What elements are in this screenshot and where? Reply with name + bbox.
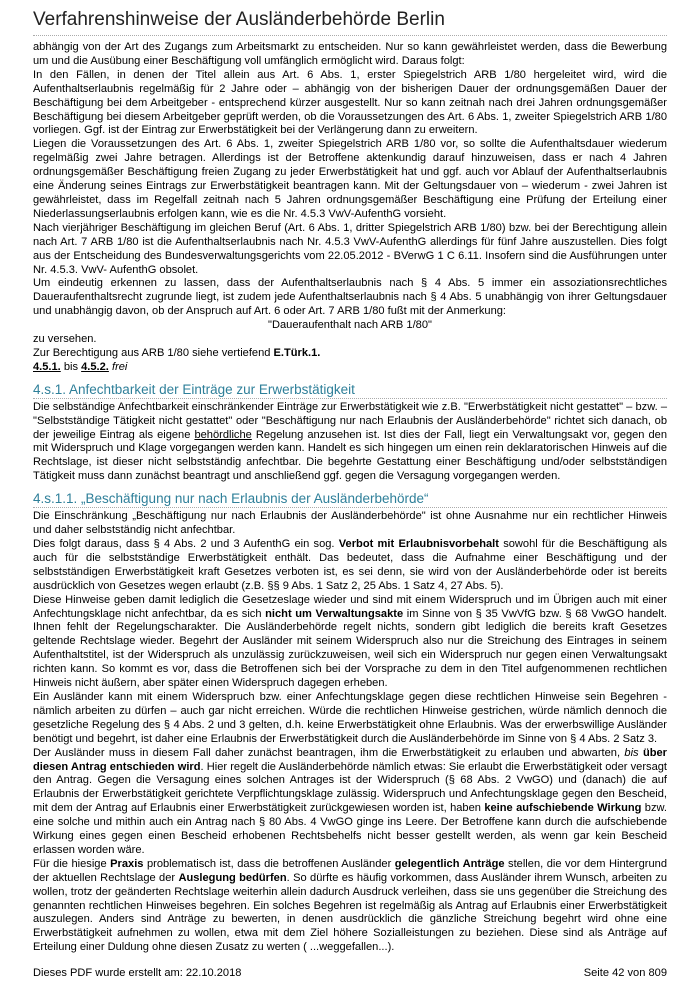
document-body	[33, 41, 667, 955]
paragraph: Der Ausländer muss in diesem Fall daher zunächst beantragen, ihm die Erwerbstätigkeit zu erlauben und abwarten, bis über diesen Antrag entschieden wird. Hier regelt die Ausländerbehörde nämlich etwas: Sie erlaubt die Erwerbstätigkeit oder versagt den Antrag. Gegen die Versagung eines solchen Antrages ist der Widerspruch (§ 68 Abs. 2 VwGO) und (danach) die auf Erlaubnis der Erwerbstätigkeit gerichtete Verpflichtungsklage zulässig. Widerspruch und Anfechtungsklage gegen den Bescheid, mit dem der Antrag auf Erlaubnis einer Erwerbstätigkeit zurückgewiesen worden ist, haben keine aufschiebende Wirkung bzw. eine solche und mithin auch ein Antrag nach § 80 Abs. 4 VwGO ginge ins Leere. Der Betroffene kann durch die aufschiebende Wirkung eines gegen einen Bescheid erhobenen Rechtsbehelfs nicht besser gestellt werden, als wenn gar kein Bescheid erlassen worden wäre.	[33, 746, 668, 856]
section-heading: 4.s.1. Anfechtbarkeit der Einträge zur Erwerbstätigkeit	[33, 381, 355, 397]
reference-line: Zur Berechtigung aus ARB 1/80 siehe vertiefend E.Türk.1.	[33, 346, 321, 359]
paragraph: Ein Ausländer kann mit einem Widerspruch bzw. einer Anfechtungsklage gegen diese rechtlichen Hinweise sein Begehren - nämlich arbeiten zu dürfen – auch gar nicht erreichen. Würde die rechtlichen Hinweise gestrichen, würde nämlich dennoch die gesetzliche Regelung des § 4 Abs. 2 und 3 gelten, d.h. keine Erwerbstätigkeit ohne Erlaubnis. Was der erwerbswillige Ausländer benötigt und begehrt, ist daher eine Erlaubnis der Erwerbstätigkeit durch die Ausländerbehörde im Sinne von § 4 Abs. 2 Satz 3.	[33, 690, 667, 745]
paragraph: Die selbständige Anfechtbarkeit einschränkender Einträge zur Erwerbstätigkeit wie z.B. "Erwerbstätigkeit nicht gestattet" – bzw. – "Selbstständige Tätigkeit nicht gestattet" oder "Beschäftigung nur nach Erlaubnis der Ausländerbehörde" richtet sich danach, ob der jeweilige Eintrag als eigene behördliche Regelung anzusehen ist. Ist dies der Fall, liegt ein Verwaltungsakt vor, gegen den mit Widerspruch und Klage vorgegangen werden kann. Handelt es sich hingegen um einen rein deklaratorischen Hinweis auf die Rechtslage, ist dieser nicht selbstständig anfechtbar. Die begehrte Gestattung einer Beschäftigung und/oder selbstständigen Tätigkeit muss dann zunächst beantragt und anschließend ggf. gegen die Versagung vorgegangen werden.	[33, 400, 667, 483]
link-4-5-2[interactable]: 4.5.2.	[81, 360, 109, 373]
footer-created-date: Dieses PDF wurde erstellt am: 22.10.2018	[33, 967, 242, 979]
section-divider	[33, 398, 667, 399]
section-divider	[33, 507, 667, 508]
footer-page-number: Seite 42 von 809	[583, 967, 667, 979]
page-title: Verfahrenshinweise der Ausländerbehörde Berlin	[33, 9, 445, 30]
paragraph: abhängig von der Art des Zugangs zum Arbeitsmarkt zu entscheiden. Nur so kann gewährleistet werden, dass die Bewerbung um und die Ausübung einer Beschäftigung voll umfänglich ermöglicht wird. Daraus folgt:	[33, 41, 667, 67]
paragraph: Diese Hinweise geben damit lediglich die Gesetzeslage wieder und sind mit einem Widerspruch und im Übrigen auch mit einer Anfechtungsklage nicht anfechtbar, da es sich nicht um Verwaltungsakte im Sinne von § 35 VwVfG bzw. § 68 VwGO handelt. Ihnen fehlt der Regelungscharakter. Die Ausländerbehörde regelt nichts, sondern gibt lediglich die bereits kraft Gesetzes geltende Rechtslage wieder. Begehrt der Ausländer mit seinem Widerspruch also nur die Streichung des Eintrages in seinem Aufenthaltstitel, ist der Widerspruch als unzulässig zurückzuweisen, weil sich ein Widerspruch nur gegen einen Verwaltungsakt richten kann. So kommt es vor, dass die Betroffenen sich bei der Vorsprache zu dem in den Titel aufgenommenen rechtlichen Hinweis nicht äußern, aber später einen Widerspruch dagegen erheben.	[33, 593, 667, 690]
range-line: 4.5.1. bis 4.5.2. frei	[33, 360, 128, 373]
quote-line: "Daueraufenthalt nach ARB 1/80"	[268, 319, 432, 332]
link-4-5-1[interactable]: 4.5.1.	[33, 360, 61, 373]
paragraph: In den Fällen, in denen der Titel allein aus Art. 6 Abs. 1, erster Spiegelstrich ARB 1/80 hergeleitet wird, wird die Aufenthaltserlaubnis regelmäßig für 2 Jahre oder – abhängig von der bisherigen Dauer der ordnungsgemäßen Dauer der Beschäftigung bei dem Arbeitgeber - entsprechend kürzer ausgestellt. Nur so kann zeitnah nach drei Jahren ordnungsgemäßer Beschäftigung bei diesem Arbeitgeber geprüft werden, ob die Voraussetzungen des Art. 6 Abs. 1, zweiter Spiegelstrich ARB 1/80 vorliegen. Ggf. ist der Eintrag zur Erwerbstätigkeit bei der Verlängerung dann zu erweitern.	[33, 68, 667, 137]
section-heading: 4.s.1.1. „Beschäftigung nur nach Erlaubnis der Ausländerbehörde“	[33, 491, 429, 507]
reference-link[interactable]: E.Türk.1.	[273, 346, 321, 359]
paragraph: Die Einschränkung „Beschäftigung nur nach Erlaubnis der Ausländerbehörde" ist ohne Ausnahme nur ein rechtlicher Hinweis und daher selbstständig nicht anfechtbar.	[33, 510, 667, 537]
title-divider	[33, 35, 667, 36]
paragraph: Um eindeutig erkennen zu lassen, dass der Aufenthaltserlaubnis nach § 4 Abs. 5 immer ein assoziationsrechtliches Daueraufenthaltsrecht zugrunde liegt, ist zudem jede Aufenthaltserlaubnis nach § 4 Abs. 5 unabhängig von ihrer Geltungsdauer und unabhängig davon, ob der Anspruch auf Art. 6 oder Art. 7 ARB 1/80 fußt mit der Anmerkung:	[33, 277, 667, 318]
paragraph: zu versehen.	[33, 333, 97, 346]
paragraph: Nach vierjähriger Beschäftigung im gleichen Beruf (Art. 6 Abs. 1, dritter Spiegelstrich ARB 1/80) bzw. bei der Berechtigung allein nach Art. 7 ARB 1/80 ist die Aufenthaltserlaubnis nach Nr. 4.5.3 VwV-AufenthG allerdings für fünf Jahre auszustellen. Dies folgt aus der Entscheidung des Bundesverwaltungsgerichts vom 22.05.2012 - BVerwG 1 C 6.11. Insofern sind die Ausführungen unter Nr. 4.5.3. VwV- AufenthG obsolet.	[33, 221, 667, 276]
paragraph: Für die hiesige Praxis problematisch ist, dass die betroffenen Ausländer gelegentlich Anträge stellen, die vor dem Hintergrund der aktuellen Rechtslage der Auslegung bedürfen. So dürfte es häufig vorkommen, dass Ausländer ihrem Wunsch, arbeiten zu wollen, trotz der geänderten Rechtslage weiterhin allein dadurch Ausdruck verleihen, dass sie uns gegenüber die Streichung des genannten rechtlichen Hinweises begehren. Ein solches Begehren ist regelmäßig als Antrag auf Erlaubnis einer Erwerbstätigkeit auszulegen. Anders sind Anträge zu bewerten, in denen ausdrücklich die gänzliche Streichung begehrt wird ohne eine Erwerbstätigkeit aufnehmen zu wollen, etwa mit dem Ziel höhere Sozialleistungen zu beziehen. Diese sind als Anträge auf Erteilung einer Duldung ohne diesen Zusatz zu werten ( ...weggefallen...).	[33, 857, 667, 954]
paragraph: Liegen die Voraussetzungen des Art. 6 Abs. 1, zweiter Spiegelstrich ARB 1/80 vor, so sollte die Aufenthaltsdauer wiederum regelmäßig zwei Jahre betragen. Allerdings ist der Betroffene aktenkundig darauf hinzuweisen, dass er nach 4 Jahren ordnungsgemäßer Beschäftigung freien Zugang zu jeder Erwerbstätigkeit hat und ggf. auch vor Ablauf der Aufenthaltserlaubnis eine Änderung seines Eintrags zur Erwerbstätigkeit beantragen kann. Mit der Geltungsdauer von – wiederum - zwei Jahren ist gewährleistet, dass im Regelfall zeitnah nach 5 Jahren ordnungsgemäßer Beschäftigung eine Prüfung der Erteilung einer Niederlassungserlaubnis erfolgen kann, wie es die Nr. 4.5.3 VwV-AufenthG vorsieht.	[33, 138, 667, 220]
paragraph: Dies folgt daraus, dass § 4 Abs. 2 und 3 AufenthG ein sog. Verbot mit Erlaubnisvorbehalt sowohl für die Beschäftigung als auch für die selbstständige Erwerbstätigkeit enthält. Das bedeutet, dass die Aufnahme einer Beschäftigung und der selbstständigen Erwerbstätigkeit kraft Gesetzes verboten ist, es sei denn, sie wird von der Ausländerbehörde oder ist bereits ausdrücklich von Gesetzes wegen erlaubt (z.B. §§ 9 Abs. 1 Satz 2, 25 Abs. 1 Satz 4, 27 Abs. 5).	[33, 538, 668, 592]
